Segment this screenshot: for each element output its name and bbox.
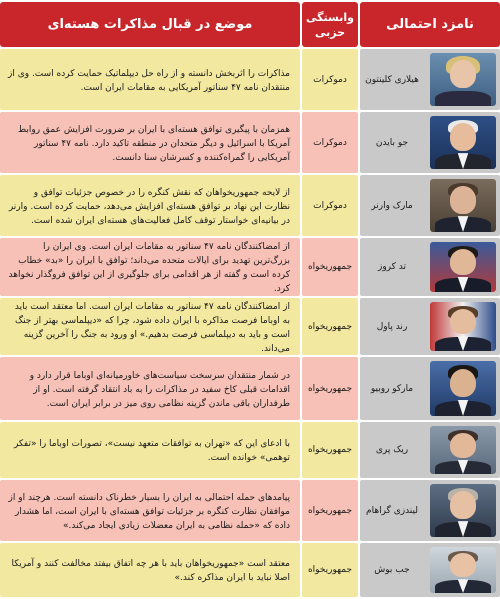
candidate-name: جو بایدن [375, 137, 409, 148]
name-cell [360, 480, 500, 541]
candidate-name: جب بوش [374, 565, 410, 575]
name-cell [360, 543, 500, 597]
header-candidate: نامزد احتمالی [360, 2, 500, 47]
candidate-name: تد کروز [377, 262, 407, 272]
row-rubio [0, 357, 500, 422]
position-cell [0, 543, 300, 597]
candidate-photo [430, 547, 496, 593]
row-biden [0, 112, 500, 175]
position-text: همزمان با پیگیری توافق هسته‌ای با ایران بر ضرورت افزایش عمق روابط آمریکا با اسرائیل و دیگر متحدان در منطقه تاکید دارد. نامه ۴۷ سناتور آمریکایی را گمراه‌کننده و کسرشان سنا دانست. [17, 124, 290, 163]
candidate-photo [430, 242, 496, 292]
party-cell: جمهوریخواه [302, 480, 358, 541]
party-cell: جمهوریخواه [302, 422, 358, 478]
name-cell [360, 298, 500, 355]
position-text: معتقد است «جمهوریخواهان باید با هر چه اتفاق بیفتد مخالفت کنند و آمریکا اصلا نباید با ایران مذاکره کند.» [11, 559, 290, 583]
name-cell [360, 49, 500, 110]
candidate-photo [430, 484, 496, 537]
candidate-photo [430, 53, 496, 106]
header-position: موضع در قبال مذاکرات هسته‌ای [0, 2, 300, 47]
position-cell [0, 357, 300, 420]
name-cell [360, 357, 500, 420]
position-cell [0, 298, 300, 355]
party-cell: دموکرات [302, 175, 358, 236]
candidate-photo [430, 302, 496, 351]
party-cell: دموکرات [302, 112, 358, 173]
header-party: وابستگی حزبی [302, 2, 358, 47]
position-text: مذاکرات را اثربخش دانسته و از راه حل دیپلماتیک حمایت کرده است. وی از منتقدان نامه ۴۷ سناتور آمریکایی به مقامات ایران است. [7, 68, 290, 93]
table-header [0, 0, 500, 49]
candidate-photo [430, 361, 496, 416]
candidate-photo [430, 426, 496, 474]
party-cell: جمهوریخواه [302, 357, 358, 420]
position-cell [0, 175, 300, 236]
candidate-name: هیلاری کلینتون [365, 74, 419, 85]
candidate-name: رند پاول [376, 321, 408, 332]
name-cell [360, 112, 500, 173]
name-cell [360, 422, 500, 478]
party-cell: جمهوریخواه [302, 543, 358, 597]
position-text: در شمار منتقدان سرسخت سیاست‌های خاورمیانه‌ای اوباما قرار دارد و اقدامات قبلی کاخ سفید در مذاکرات را به باد انتقاد گرفته است. او از طرفداران باقی ماندن گزینه نظامی روی میز در برابر ایران است. [29, 370, 290, 409]
position-cell [0, 422, 300, 478]
position-cell [0, 238, 300, 296]
position-text: با ادعای این که «تهران به توافقات متعهد نیست»، تصورات اوباما را «تفکر توهمی» خوانده است. [13, 439, 290, 463]
party-cell: جمهوریخواه [302, 298, 358, 355]
position-text: پیامدهای حمله احتمالی به ایران را بسیار خطرناک دانسته است. هرچند او از موافقان نظارت کنگره بر جزئیات توافق هسته‌ای با ایران است، اما هشدار داده که «حمله نظامی به ایران معضلات زیادی ایجاد می‌کند.» [8, 492, 290, 531]
name-cell [360, 175, 500, 236]
candidate-name: لیندزی گراهام [366, 505, 418, 516]
row-cruz [0, 238, 500, 298]
row-perry [0, 422, 500, 480]
row-warner [0, 175, 500, 238]
row-graham [0, 480, 500, 543]
position-cell [0, 112, 300, 173]
position-text: از امضاکنندگان نامه ۴۷ سناتور به مقامات ایران است. وی ایران را بزرگ‌ترین تهدید برای ایالات متحده می‌داند؛ توافق با ایران را «بد» خطاب کرده است و گفته از هر اقدامی برای جلوگیری از این توافق فروگذار نخواهد کرد. [8, 242, 290, 294]
position-text: از لایحه جمهوریخواهان که نقش کنگره را در خصوص جزئیات توافق و نظارت این نهاد بر توافق هسته‌ای افزایش می‌دهد، حمایت کرده است. وارنر در بیانیه‌ای خواستار توقف کامل فعالیت‌های هسته‌ای ایران شده است. [8, 187, 290, 226]
party-cell: دموکرات [302, 49, 358, 110]
position-cell [0, 480, 300, 541]
candidate-photo [430, 179, 496, 232]
row-paul [0, 298, 500, 357]
name-cell [360, 238, 500, 296]
position-text: از امضاکنندگان نامه ۴۷ سناتور به مقامات ایران است. اما معتقد است باید به اوباما فرصت مذاکره با ایران داده شود، چرا که «دیپلماسی بهتر از جنگ است و باید به دیپلماسی فرصت بدهیم.» او ورود به جنگ را آخرین گزینه می‌داند. [14, 301, 290, 354]
candidate-name: مارک وارنر [371, 200, 413, 211]
position-cell [0, 49, 300, 110]
party-cell: جمهوریخواه [302, 238, 358, 296]
candidate-name: ریک پری [375, 445, 409, 455]
row-bush [0, 543, 500, 599]
candidate-photo [430, 116, 496, 169]
row-clinton [0, 49, 500, 112]
candidate-name: مارکو روبیو [370, 383, 414, 394]
